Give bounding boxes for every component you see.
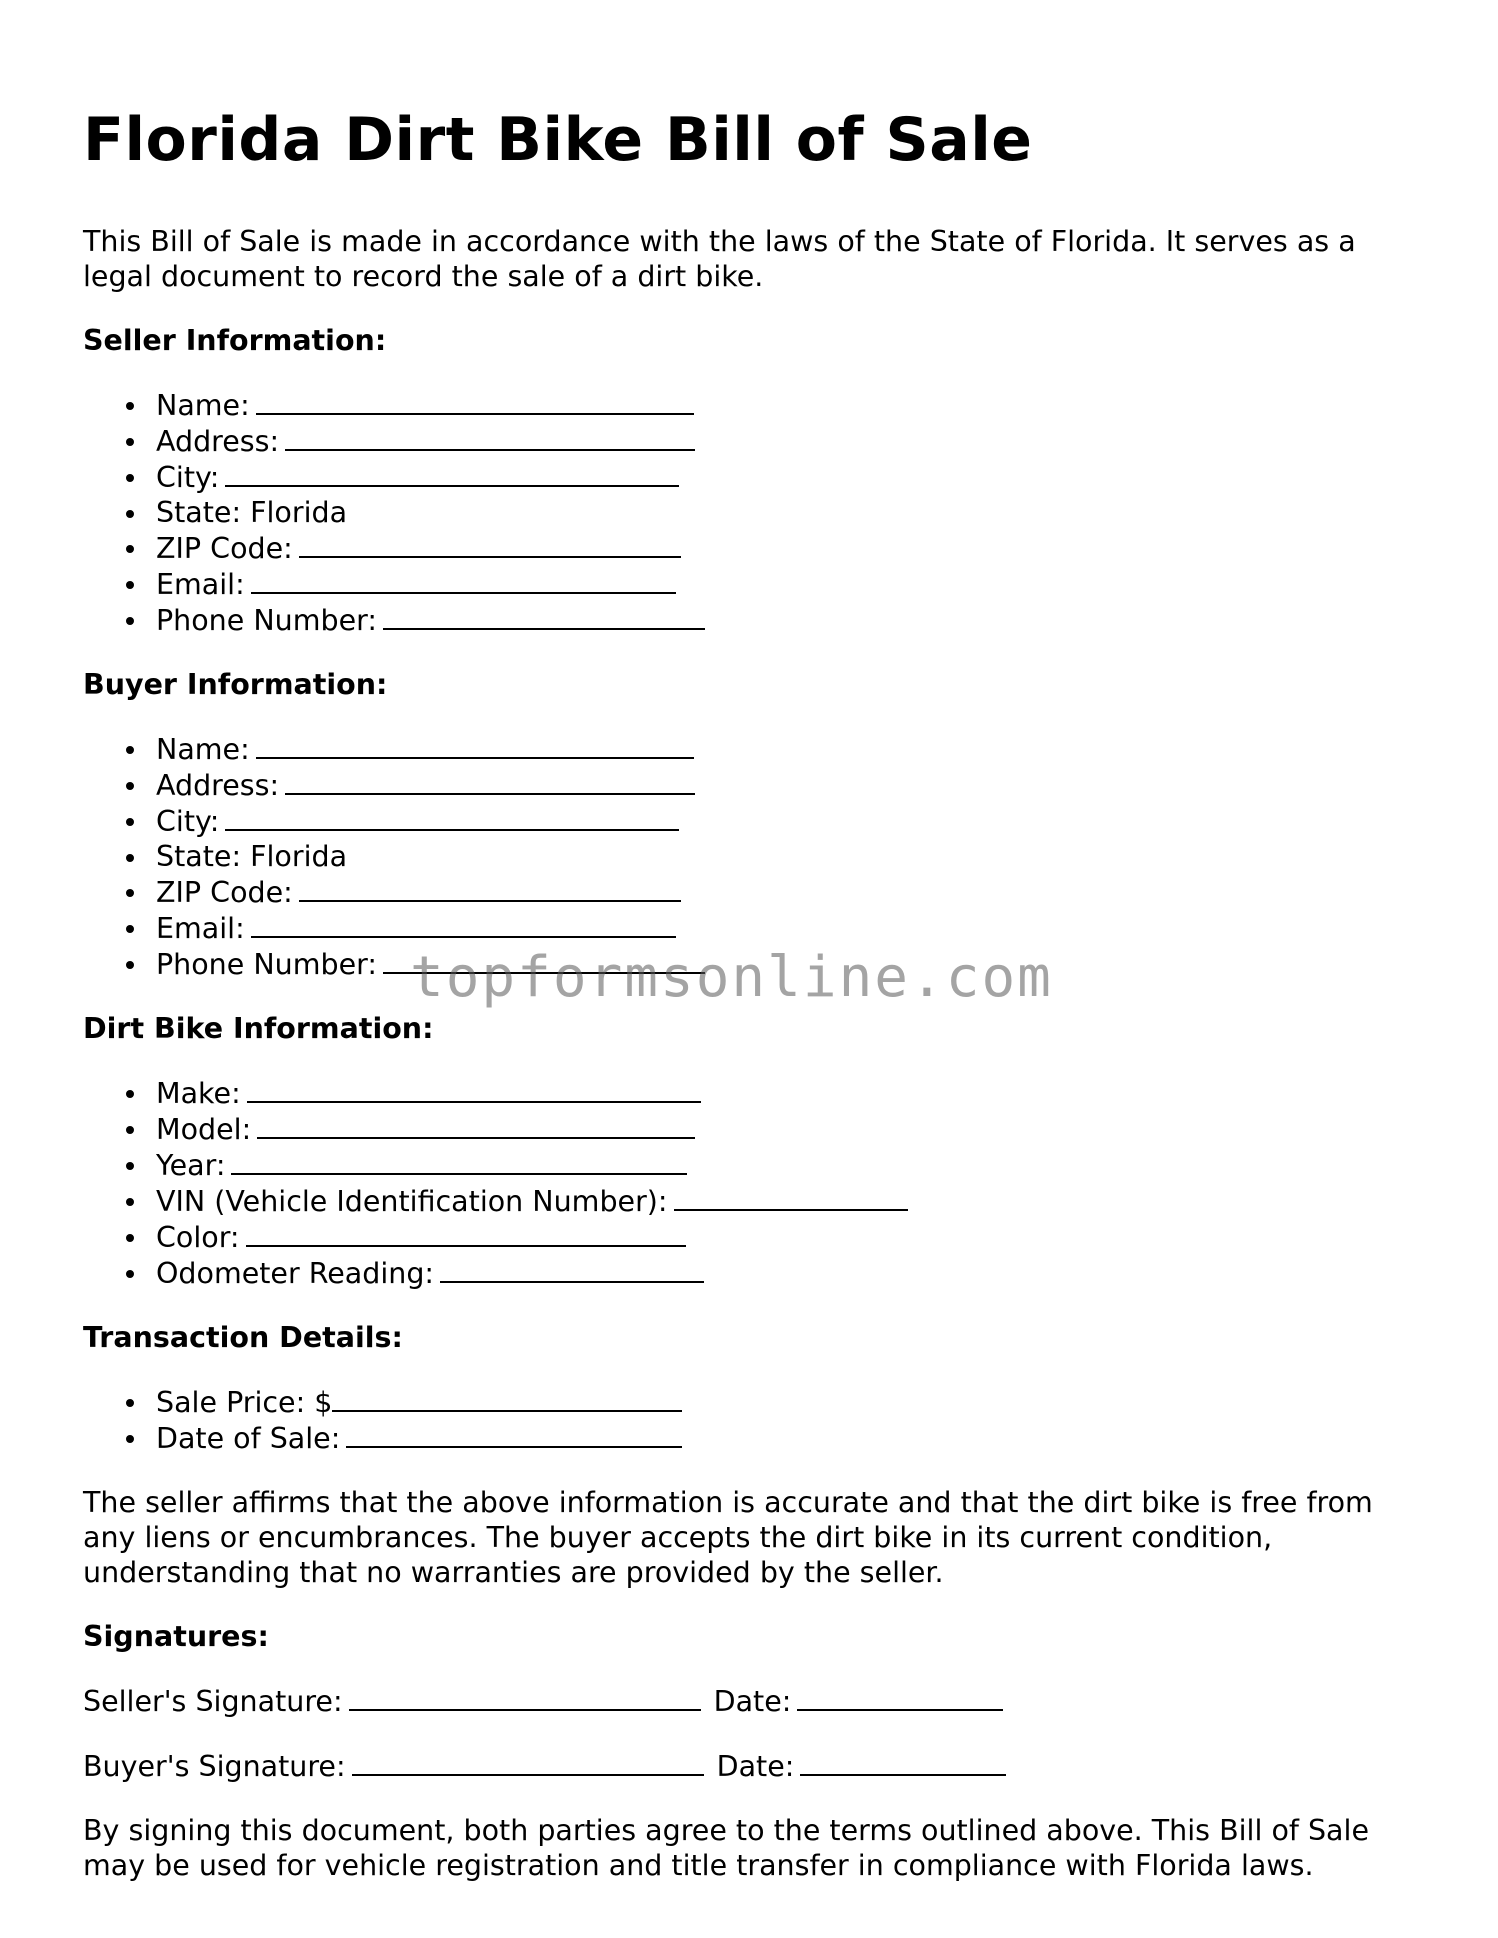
seller-zip-label: ZIP Code: <box>156 532 293 565</box>
document-title: Florida Dirt Bike Bill of Sale <box>83 105 1033 175</box>
bike-make-field[interactable] <box>83 1075 1423 1111</box>
seller-address-field[interactable] <box>83 423 1423 459</box>
sale-price-label: Sale Price: $ <box>156 1386 333 1419</box>
buyer-address-field[interactable] <box>83 767 1423 803</box>
bike-vin-field[interactable] <box>83 1183 1423 1219</box>
bike-color-field[interactable] <box>83 1219 1423 1255</box>
seller-city-blank[interactable] <box>225 459 679 487</box>
bike-make-label: Make: <box>156 1077 241 1110</box>
buyer-date-label: Date: <box>716 1750 795 1783</box>
transaction-heading: Transaction Details: <box>83 1321 403 1354</box>
bike-model-label: Model: <box>156 1113 252 1146</box>
seller-heading: Seller Information: <box>83 324 387 357</box>
seller-date-label: Date: <box>713 1685 792 1718</box>
buyer-zip-blank[interactable] <box>299 874 681 902</box>
seller-signature-label: Seller's Signature: <box>83 1685 343 1718</box>
seller-phone-blank[interactable] <box>383 602 705 630</box>
buyer-zip-field[interactable] <box>83 874 1423 910</box>
buyer-city-label: City: <box>156 805 220 838</box>
seller-date-blank[interactable] <box>797 1683 1003 1711</box>
bike-model-field[interactable] <box>83 1111 1423 1147</box>
buyer-phone-blank[interactable] <box>383 946 705 974</box>
sale-price-blank[interactable] <box>332 1384 682 1412</box>
seller-signature-blank[interactable] <box>349 1683 701 1711</box>
seller-phone-field[interactable] <box>83 602 1423 638</box>
buyer-state-field <box>83 839 1423 874</box>
buyer-zip-label: ZIP Code: <box>156 876 293 909</box>
bike-odometer-blank[interactable] <box>440 1255 704 1283</box>
bike-heading: Dirt Bike Information: <box>83 1012 434 1045</box>
seller-email-field[interactable] <box>83 566 1423 602</box>
seller-address-label: Address: <box>156 425 280 458</box>
seller-email-blank[interactable] <box>251 566 676 594</box>
buyer-phone-label: Phone Number: <box>156 948 377 981</box>
buyer-heading: Buyer Information: <box>83 668 388 701</box>
buyer-email-label: Email: <box>156 912 245 945</box>
seller-fields <box>83 387 1423 638</box>
bike-color-label: Color: <box>156 1221 240 1254</box>
seller-phone-label: Phone Number: <box>156 604 377 637</box>
buyer-email-field[interactable] <box>83 910 1423 946</box>
buyer-signature-line[interactable] <box>83 1748 1423 1784</box>
bike-vin-blank[interactable] <box>674 1183 908 1211</box>
seller-city-label: City: <box>156 461 220 494</box>
seller-zip-blank[interactable] <box>299 530 681 558</box>
seller-signature-line[interactable] <box>83 1683 1423 1719</box>
buyer-phone-field[interactable] <box>83 946 1423 982</box>
bike-year-blank[interactable] <box>231 1147 687 1175</box>
bike-year-field[interactable] <box>83 1147 1423 1183</box>
watermark-text: topformsonline.com <box>410 945 1053 1010</box>
document-page <box>83 0 1423 1883</box>
seller-state-label: State: Florida <box>156 496 348 529</box>
buyer-address-label: Address: <box>156 769 280 802</box>
seller-city-field[interactable] <box>83 459 1423 495</box>
buyer-date-blank[interactable] <box>800 1748 1006 1776</box>
buyer-name-label: Name: <box>156 733 250 766</box>
transaction-fields <box>83 1384 1423 1456</box>
sale-date-field[interactable] <box>83 1420 1423 1456</box>
buyer-address-blank[interactable] <box>285 767 695 795</box>
bike-year-label: Year: <box>156 1149 226 1182</box>
buyer-city-field[interactable] <box>83 803 1423 839</box>
seller-name-field[interactable] <box>83 387 1423 423</box>
buyer-city-blank[interactable] <box>225 803 679 831</box>
bike-vin-label: VIN (Vehicle Identification Number): <box>156 1185 668 1218</box>
sale-price-field[interactable] <box>83 1384 1423 1420</box>
seller-zip-field[interactable] <box>83 530 1423 566</box>
bike-fields <box>83 1075 1423 1291</box>
seller-name-label: Name: <box>156 389 250 422</box>
affirmation-paragraph: The seller affirms that the above information is accurate and that the dirt bike is free from any liens or encumbrances. The buyer accepts the dirt bike in its current condition, understanding that no warranties are provided by the seller. <box>83 1486 1373 1589</box>
bike-odometer-field[interactable] <box>83 1255 1423 1291</box>
buyer-state-label: State: Florida <box>156 840 348 873</box>
seller-email-label: Email: <box>156 568 245 601</box>
sale-date-blank[interactable] <box>346 1420 682 1448</box>
buyer-name-field[interactable] <box>83 731 1423 767</box>
bike-make-blank[interactable] <box>247 1075 701 1103</box>
signatures-heading: Signatures: <box>83 1620 269 1653</box>
intro-paragraph: This Bill of Sale is made in accordance with the laws of the State of Florida. It serves as a legal document to record the sale of a dirt bike. <box>83 225 1356 293</box>
seller-name-blank[interactable] <box>256 387 694 415</box>
buyer-signature-blank[interactable] <box>352 1748 704 1776</box>
bike-model-blank[interactable] <box>257 1111 695 1139</box>
buyer-fields <box>83 731 1423 982</box>
seller-address-blank[interactable] <box>285 423 695 451</box>
bike-odometer-label: Odometer Reading: <box>156 1257 435 1290</box>
buyer-name-blank[interactable] <box>256 731 694 759</box>
closing-paragraph: By signing this document, both parties agree to the terms outlined above. This Bill of Sale may be used for vehicle registration and title transfer in compliance with Florida laws. <box>83 1814 1369 1882</box>
bike-color-blank[interactable] <box>246 1219 686 1247</box>
buyer-signature-label: Buyer's Signature: <box>83 1750 346 1783</box>
seller-state-field <box>83 495 1423 530</box>
buyer-email-blank[interactable] <box>251 910 676 938</box>
sale-date-label: Date of Sale: <box>156 1422 341 1455</box>
